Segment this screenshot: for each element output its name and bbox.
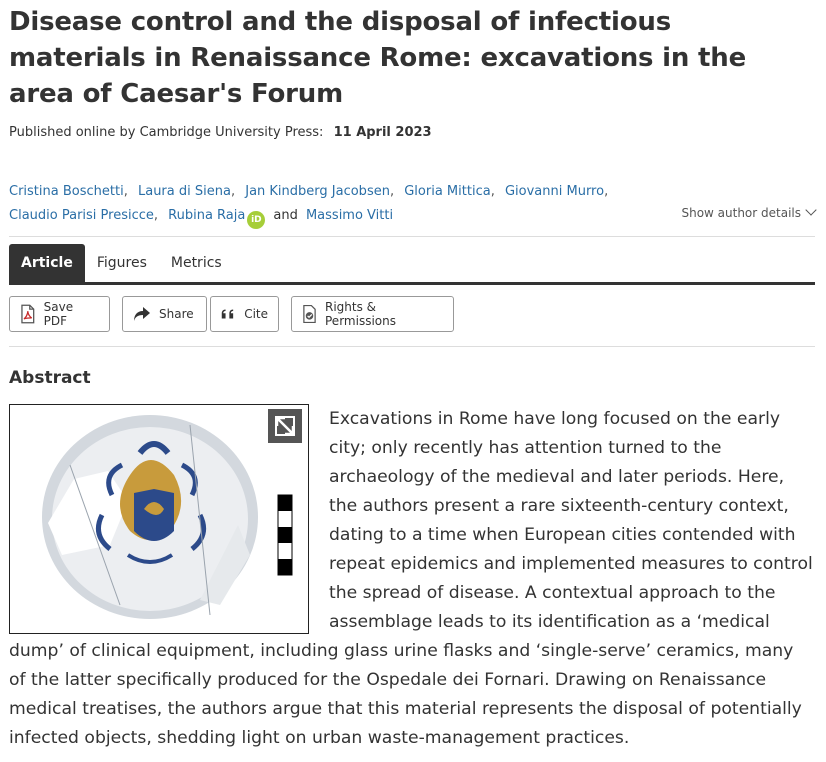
article-title: Disease control and the disposal of infectious materials in Renaissance Rome: excavations in the area of Caesar's Forum — [9, 7, 747, 109]
article-tabs — [9, 244, 815, 285]
abstract-text: Excavations in Rome have long focused on the early city; only recently has attention turned to the archaeology of the medieval and later periods. Here, the authors present a rare sixteenth-century context, dating to a time when European cities contended with repeat epidemics and implemented measures to control the spread of disease. A contextual approach to the assemblage leads to its identification as a ‘medical dump’ of clinical equipment, including glass urine flasks and ‘single-serve’ ceramics, many of the latter specifically produced for the Ospedale dei Fornari. Drawing on Renaissance medical treatises, the authors argue that this material represents the disposal of potentially infected objects, shedding light on urban waste-management practices. — [9, 409, 813, 748]
tab-figures[interactable]: Figures — [96, 255, 147, 271]
published-prefix: Published online by Cambridge University Press: — [9, 125, 324, 140]
show-author-details-toggle[interactable] — [681, 206, 815, 220]
author-link[interactable]: Giovanni Murro — [504, 184, 605, 199]
quote-icon — [221, 307, 236, 321]
tab-metrics[interactable]: Metrics — [170, 255, 222, 271]
author-link[interactable]: Rubina Raja — [168, 208, 246, 223]
rights-icon — [302, 304, 317, 324]
share-label: Share — [159, 307, 194, 321]
author-link[interactable]: Laura di Siena — [137, 184, 231, 199]
chevron-down-icon — [805, 204, 816, 215]
publication-info — [9, 125, 432, 140]
share-icon — [133, 306, 151, 322]
article-page — [9, 0, 815, 748]
divider — [9, 236, 815, 237]
expand-figure-button[interactable] — [268, 409, 302, 443]
save-pdf-label: Save PDF — [43, 300, 74, 328]
authors-and: and — [273, 208, 298, 223]
share-button[interactable] — [122, 296, 207, 332]
abstract-figure[interactable] — [9, 404, 309, 634]
expand-icon — [268, 409, 302, 443]
author-list: Cristina Boschetti, Laura di Siena, Jan Kindberg Jacobsen, Gloria Mittica, Giovanni Murro, Claudio Parisi Presicce, Rubina Raja iD and Massimo Vitti — [9, 180, 669, 229]
tab-article[interactable]: Article — [9, 244, 85, 282]
cite-label: Cite — [244, 307, 268, 321]
author-link[interactable]: Gloria Mittica — [404, 184, 491, 199]
author-link[interactable]: Claudio Parisi Presicce — [9, 208, 154, 223]
rights-permissions-button[interactable] — [291, 296, 454, 332]
cite-button[interactable] — [210, 296, 279, 332]
published-date: 11 April 2023 — [333, 125, 432, 140]
ceramic-bowl-image — [10, 405, 307, 632]
author-link[interactable]: Cristina Boschetti — [9, 184, 124, 199]
author-link[interactable]: Massimo Vitti — [305, 208, 394, 223]
pdf-icon — [20, 304, 36, 324]
save-pdf-button[interactable] — [9, 296, 110, 332]
show-author-details-label: Show author details — [681, 206, 801, 220]
abstract-heading: Abstract — [9, 368, 91, 388]
divider — [9, 346, 815, 347]
author-link[interactable]: Jan Kindberg Jacobsen — [245, 184, 390, 199]
rights-label: Rights & Permissions — [325, 300, 396, 328]
orcid-icon[interactable]: iD — [247, 211, 265, 229]
